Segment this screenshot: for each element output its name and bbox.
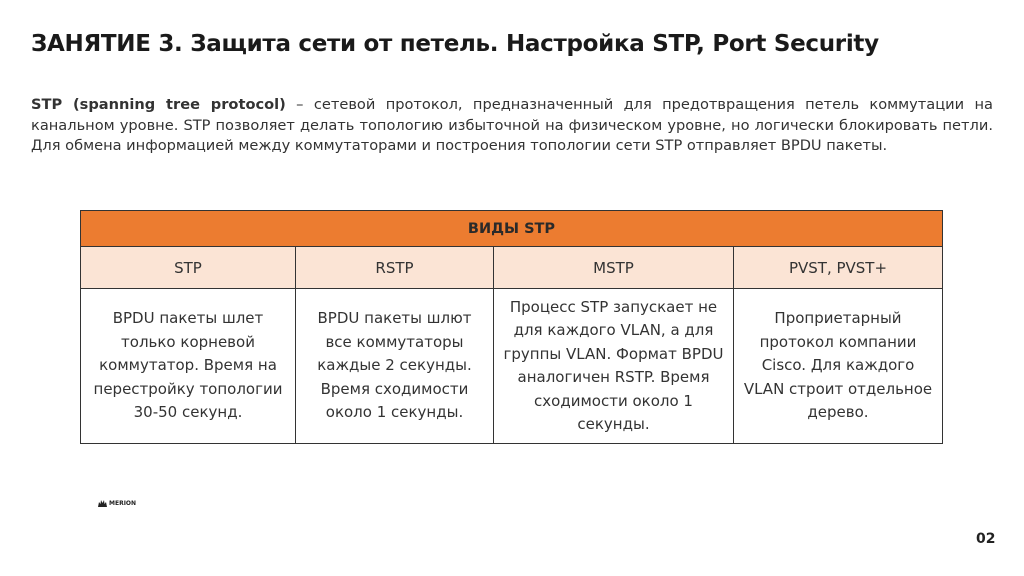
rstp-description: BPDU пакеты шлют все коммутаторы каждые 2 секунды. Время сходимости около 1 секунды. — [296, 289, 494, 444]
stp-description: BPDU пакеты шлет только корневой коммутатор. Время на перестройку топологии 30-50 секунд. — [81, 289, 296, 444]
logo-text: MERION — [109, 500, 137, 507]
merion-logo — [98, 500, 136, 507]
column-stp: STP — [81, 247, 296, 289]
mstp-description: Процесс STP запускает не для каждого VLAN, а для группы VLAN. Формат BPDU аналогичен RSTP. Время сходимости около 1 секунды. — [494, 289, 734, 444]
stp-types-table — [80, 210, 943, 444]
page-number: 02 — [976, 531, 996, 547]
intro-text: – сетевой протокол, предназначенный для предотвращения петель коммутации на канальном уровне. STP позволяет делать топологию избыточной на физическом уровне, но логически блокировать петли. Для обмена информацией между коммутаторами и построения топологии сети STP отправляет BPDU пакеты. — [31, 96, 993, 154]
page-title: ЗАНЯТИЕ 3. Защита сети от петель. Настройка STP, Port Security — [31, 31, 879, 57]
intro-term: STP (spanning tree protocol) — [31, 96, 286, 113]
pvst-description: Проприетарный протокол компании Cisco. Для каждого VLAN строит отдельное дерево. — [734, 289, 943, 444]
table-header: ВИДЫ STP — [81, 211, 943, 247]
column-pvst: PVST, PVST+ — [734, 247, 943, 289]
column-rstp: RSTP — [296, 247, 494, 289]
crown-icon — [98, 500, 107, 507]
column-mstp: MSTP — [494, 247, 734, 289]
intro-paragraph — [31, 95, 993, 157]
